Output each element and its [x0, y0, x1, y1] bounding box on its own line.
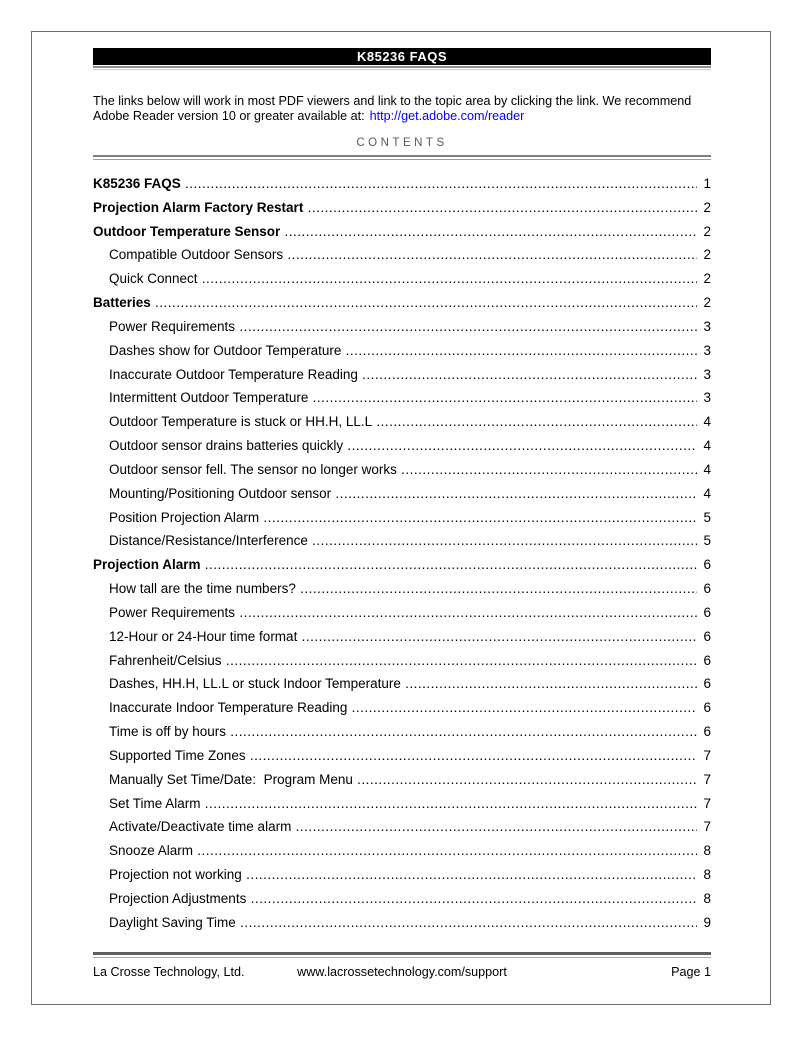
toc-leader-dots [358, 367, 711, 382]
toc-entry-label[interactable]: Projection Adjustments [109, 890, 247, 906]
toc-entry-page-number[interactable]: 2 [697, 243, 711, 267]
toc-entry-label[interactable]: Outdoor sensor drains batteries quickly [109, 438, 344, 454]
toc-entry-label[interactable]: Outdoor Temperature Sensor [93, 223, 281, 239]
toc-entry-page-number[interactable]: 6 [697, 720, 711, 744]
toc-entry[interactable] [93, 863, 711, 887]
toc-entry[interactable] [93, 386, 711, 410]
toc-leader-dots [341, 343, 711, 358]
toc-entry-page-number[interactable]: 7 [697, 792, 711, 816]
toc-entry[interactable] [93, 291, 711, 315]
toc-entry-page-number[interactable]: 6 [697, 625, 711, 649]
toc-entry-page-number[interactable]: 2 [697, 196, 711, 220]
intro-paragraph [93, 94, 715, 125]
toc-entry-page-number[interactable]: 4 [697, 458, 711, 482]
toc-entry-label[interactable]: Batteries [93, 295, 151, 311]
toc-entry-page-number[interactable]: 1 [697, 172, 711, 196]
toc-entry-page-number[interactable]: 6 [697, 649, 711, 673]
toc-list [93, 172, 711, 935]
title-bar-shadow-rule [93, 66, 711, 70]
toc-leader-dots [246, 748, 711, 763]
toc-entry[interactable] [93, 839, 711, 863]
toc-entry-label[interactable]: Position Projection Alarm [109, 509, 260, 525]
toc-leader-dots [198, 271, 711, 286]
toc-entry[interactable] [93, 434, 711, 458]
toc-entry-page-number[interactable]: 6 [697, 577, 711, 601]
toc-leader-dots [331, 486, 711, 501]
toc-leader-dots [259, 510, 711, 525]
toc-entry[interactable] [93, 815, 711, 839]
toc-entry-label[interactable]: Quick Connect [109, 271, 198, 287]
toc-entry-page-number[interactable]: 8 [697, 863, 711, 887]
toc-entry-label[interactable]: Dashes show for Outdoor Temperature [109, 342, 342, 358]
toc-leader-dots [235, 319, 711, 334]
toc-leader-dots [246, 891, 711, 906]
toc-entry[interactable] [93, 267, 711, 291]
toc-leader-dots [343, 438, 711, 453]
toc-entry-page-number[interactable]: 4 [697, 434, 711, 458]
intro-text: The links below will work in most PDF viewers and link to the topic area by clicking the link. We recommend Adobe Reader version 10 or greater available at: [93, 93, 692, 124]
toc-entry[interactable] [93, 696, 711, 720]
toc-leader-dots [347, 700, 711, 715]
toc-entry[interactable] [93, 172, 711, 196]
toc-entry[interactable] [93, 720, 711, 744]
toc-entry-page-number[interactable]: 9 [697, 911, 711, 935]
toc-entry-page-number[interactable]: 4 [697, 482, 711, 506]
toc-entry-label[interactable]: Supported Time Zones [109, 747, 246, 763]
toc-entry-label[interactable]: Power Requirements [109, 318, 236, 334]
toc-leader-dots [235, 605, 711, 620]
toc-leader-dots [297, 629, 711, 644]
toc-entry-label[interactable]: Activate/Deactivate time alarm [109, 819, 292, 835]
toc-entry-label[interactable]: Outdoor Temperature is stuck or HH.H, LL.L [109, 414, 373, 430]
toc-entry-page-number[interactable]: 2 [697, 267, 711, 291]
toc-entry-label[interactable]: Distance/Resistance/Interference [109, 533, 308, 549]
toc-entry[interactable] [93, 672, 711, 696]
toc-entry[interactable] [93, 363, 711, 387]
toc-entry-label[interactable]: Dashes, HH.H, LL.L or stuck Indoor Temperature [109, 676, 401, 692]
toc-leader-dots [236, 915, 711, 930]
toc-entry-page-number[interactable]: 6 [697, 696, 711, 720]
toc-entry[interactable] [93, 315, 711, 339]
toc-entry[interactable] [93, 625, 711, 649]
toc-entry-label[interactable]: Set Time Alarm [109, 795, 201, 811]
toc-entry-page-number[interactable]: 8 [697, 839, 711, 863]
toc-entry-page-number[interactable]: 3 [697, 339, 711, 363]
toc-leader-dots [397, 462, 711, 477]
toc-leader-dots [280, 224, 711, 239]
footer-website: www.lacrossetechnology.com/support [297, 965, 507, 979]
toc-entry[interactable] [93, 792, 711, 816]
pdf-page [31, 31, 771, 1005]
toc-entry-page-number[interactable]: 3 [697, 315, 711, 339]
toc-entry-label[interactable]: Power Requirements [109, 604, 236, 620]
toc-entry-label[interactable]: Projection Alarm [93, 557, 201, 573]
toc-entry-page-number[interactable]: 6 [697, 553, 711, 577]
toc-entry[interactable] [93, 506, 711, 530]
toc-entry-label[interactable]: Compatible Outdoor Sensors [109, 247, 284, 263]
toc-entry-label[interactable]: Fahrenheit/Celsius [109, 652, 222, 668]
toc-entry-label[interactable]: Daylight Saving Time [109, 914, 236, 930]
footer-page-number: Page 1 [671, 965, 711, 979]
toc-entry-label[interactable]: Inaccurate Indoor Temperature Reading [109, 700, 348, 716]
toc-leader-dots [308, 533, 711, 548]
toc-entry[interactable] [93, 482, 711, 506]
toc-entry-label[interactable]: Projection not working [109, 867, 242, 883]
toc-entry-page-number[interactable]: 2 [697, 220, 711, 244]
toc-leader-dots [181, 176, 711, 191]
toc-entry-label[interactable]: Projection Alarm Factory Restart [93, 199, 304, 215]
toc-entry-page-number[interactable]: 6 [697, 672, 711, 696]
toc-entry-page-number[interactable]: 3 [697, 386, 711, 410]
toc-leader-dots [201, 557, 711, 572]
toc-entry[interactable] [93, 768, 711, 792]
toc-leader-dots [222, 653, 711, 668]
toc-entry-page-number[interactable]: 4 [697, 410, 711, 434]
toc-leader-dots [242, 867, 711, 882]
toc-entry-label[interactable]: Manually Set Time/Date: Program Menu [109, 771, 353, 787]
toc-leader-dots [201, 796, 711, 811]
toc-leader-dots [151, 295, 711, 310]
toc-leader-dots [296, 581, 711, 596]
toc-entry[interactable] [93, 744, 711, 768]
toc-entry[interactable] [93, 339, 711, 363]
toc-leader-dots [372, 414, 711, 429]
toc-entry[interactable] [93, 410, 711, 434]
toc-entry-label[interactable]: K85236 FAQS [93, 176, 181, 191]
toc-entry[interactable] [93, 220, 711, 244]
toc-entry-page-number[interactable]: 6 [697, 601, 711, 625]
toc-leader-dots [353, 772, 711, 787]
toc-entry-label[interactable]: Time is off by hours [109, 724, 227, 740]
page-footer [93, 964, 711, 981]
toc-leader-dots [226, 724, 711, 739]
toc-entry[interactable] [93, 649, 711, 673]
toc-entry-page-number[interactable]: 3 [697, 363, 711, 387]
toc-entry-label[interactable]: Mounting/Positioning Outdoor sensor [109, 485, 332, 501]
toc-entry-page-number[interactable]: 5 [697, 506, 711, 530]
footer-company: La Crosse Technology, Ltd. [93, 965, 245, 979]
contents-divider-rule [93, 155, 711, 160]
toc-entry-label[interactable]: Outdoor sensor fell. The sensor no longer works [109, 461, 397, 477]
toc-entry[interactable] [93, 196, 711, 220]
toc-entry-label[interactable]: Snooze Alarm [109, 843, 194, 859]
toc-entry-label[interactable]: 12-Hour or 24-Hour time format [109, 628, 298, 644]
toc-leader-dots [308, 390, 711, 405]
toc-entry[interactable] [93, 243, 711, 267]
toc-entry-page-number[interactable]: 5 [697, 529, 711, 553]
toc-entry-label[interactable]: Inaccurate Outdoor Temperature Reading [109, 366, 358, 382]
toc-entry[interactable] [93, 529, 711, 553]
toc-leader-dots [303, 200, 711, 215]
toc-leader-dots [291, 819, 711, 834]
document-title-bar [93, 48, 711, 65]
toc-entry[interactable] [93, 911, 711, 935]
toc-leader-dots [193, 843, 711, 858]
toc-entry[interactable] [93, 601, 711, 625]
toc-entry-page-number[interactable]: 8 [697, 887, 711, 911]
toc-entry-page-number[interactable]: 7 [697, 768, 711, 792]
toc-leader-dots [401, 676, 711, 691]
toc-entry-page-number[interactable]: 7 [697, 815, 711, 839]
toc-leader-dots [283, 247, 711, 262]
adobe-reader-link[interactable]: http://get.adobe.com/reader [369, 109, 525, 124]
toc-entry[interactable] [93, 577, 711, 601]
toc-entry[interactable] [93, 887, 711, 911]
toc-entry-page-number[interactable]: 2 [697, 291, 711, 315]
contents-heading: CONTENTS [356, 137, 448, 149]
document-title: K85236 FAQS [356, 49, 448, 64]
toc-entry[interactable] [93, 458, 711, 482]
toc-entry[interactable] [93, 553, 711, 577]
toc-entry-label[interactable]: How tall are the time numbers? [109, 581, 296, 597]
toc-entry-page-number[interactable]: 7 [697, 744, 711, 768]
footer-divider-rule [93, 952, 711, 958]
toc-entry-label[interactable]: Intermittent Outdoor Temperature [109, 390, 309, 406]
